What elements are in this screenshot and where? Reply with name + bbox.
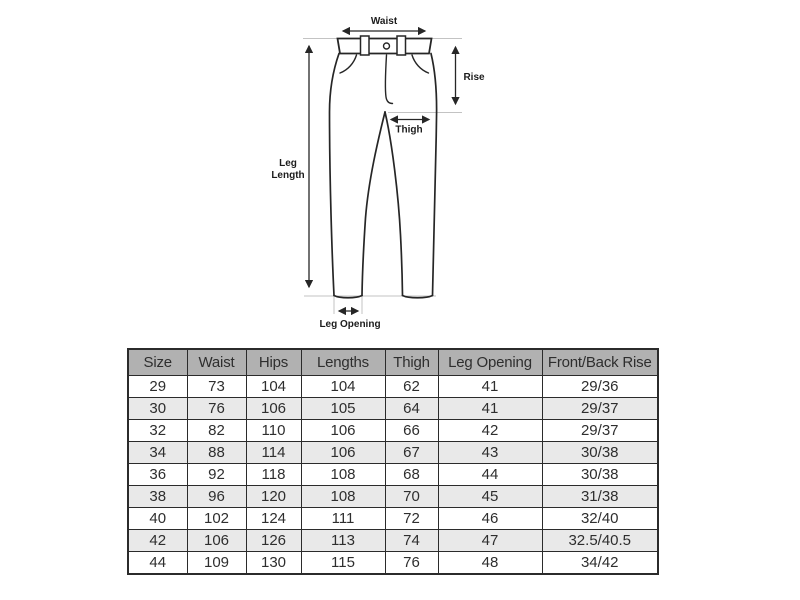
table-cell: 41 (438, 376, 542, 398)
table-cell: 70 (385, 486, 438, 508)
table-cell: 29/37 (542, 398, 658, 420)
size-table-header-row (128, 349, 658, 376)
left-outer-seam (330, 54, 340, 296)
table-cell: 76 (187, 398, 246, 420)
table-cell: 88 (187, 442, 246, 464)
table-cell: 73 (187, 376, 246, 398)
table-cell: 92 (187, 464, 246, 486)
thigh-label: Thigh (395, 124, 423, 136)
table-cell: 34 (128, 442, 187, 464)
column-header: Front/Back Rise (542, 349, 658, 376)
table-cell: 106 (301, 442, 385, 464)
table-row (128, 486, 658, 508)
table-cell: 36 (128, 464, 187, 486)
table-cell: 30/38 (542, 464, 658, 486)
table-cell: 109 (187, 552, 246, 575)
table-cell: 31/38 (542, 486, 658, 508)
column-header: Waist (187, 349, 246, 376)
table-cell: 62 (385, 376, 438, 398)
table-cell: 67 (385, 442, 438, 464)
table-cell: 113 (301, 530, 385, 552)
table-cell: 130 (246, 552, 301, 575)
table-cell: 111 (301, 508, 385, 530)
table-cell: 104 (246, 376, 301, 398)
table-cell: 45 (438, 486, 542, 508)
table-cell: 106 (187, 530, 246, 552)
extension-lines (303, 39, 462, 315)
right-pocket (412, 55, 429, 73)
table-cell: 120 (246, 486, 301, 508)
pants-measurement-diagram (255, 0, 505, 340)
table-cell: 44 (128, 552, 187, 575)
table-cell: 104 (301, 376, 385, 398)
fly-line (385, 55, 392, 104)
waist-label: Waist (370, 16, 398, 27)
table-cell: 44 (438, 464, 542, 486)
table-cell: 34/42 (542, 552, 658, 575)
column-header: Leg Opening (438, 349, 542, 376)
table-cell: 105 (301, 398, 385, 420)
table-cell: 96 (187, 486, 246, 508)
table-row (128, 508, 658, 530)
table-row (128, 552, 658, 575)
table-cell: 42 (438, 420, 542, 442)
table-cell: 30/38 (542, 442, 658, 464)
table-cell: 29/37 (542, 420, 658, 442)
table-cell: 32/40 (542, 508, 658, 530)
size-table (127, 348, 659, 575)
table-cell: 118 (246, 464, 301, 486)
table-cell: 68 (385, 464, 438, 486)
left-inner-seam (362, 112, 385, 296)
leg-length-label-line1: Leg (279, 158, 297, 169)
table-cell: 47 (438, 530, 542, 552)
table-cell: 43 (438, 442, 542, 464)
table-row (128, 464, 658, 486)
table-cell: 124 (246, 508, 301, 530)
size-table-body (128, 376, 658, 575)
table-row (128, 420, 658, 442)
column-header: Size (128, 349, 187, 376)
table-row (128, 530, 658, 552)
table-cell: 76 (385, 552, 438, 575)
table-cell: 46 (438, 508, 542, 530)
leg-length-label-line2: Length (271, 170, 305, 181)
table-cell: 108 (301, 464, 385, 486)
table-cell: 38 (128, 486, 187, 508)
table-cell: 74 (385, 530, 438, 552)
table-cell: 29/36 (542, 376, 658, 398)
table-cell: 106 (301, 420, 385, 442)
belt-loop-right (397, 36, 406, 55)
table-cell: 102 (187, 508, 246, 530)
rise-label: Rise (463, 72, 485, 83)
right-outer-seam (431, 54, 437, 296)
table-cell: 66 (385, 420, 438, 442)
table-cell: 48 (438, 552, 542, 575)
table-cell: 106 (246, 398, 301, 420)
table-cell: 29 (128, 376, 187, 398)
table-row (128, 442, 658, 464)
table-cell: 108 (301, 486, 385, 508)
column-header: Thigh (385, 349, 438, 376)
table-cell: 40 (128, 508, 187, 530)
table-cell: 114 (246, 442, 301, 464)
table-cell: 72 (385, 508, 438, 530)
table-cell: 82 (187, 420, 246, 442)
table-cell: 42 (128, 530, 187, 552)
table-cell: 41 (438, 398, 542, 420)
table-cell: 126 (246, 530, 301, 552)
left-pocket (340, 55, 357, 73)
table-cell: 110 (246, 420, 301, 442)
pants-drawing (330, 36, 437, 298)
belt-loop-left (361, 36, 370, 55)
table-cell: 64 (385, 398, 438, 420)
table-cell: 115 (301, 552, 385, 575)
right-inner-seam (385, 112, 403, 296)
table-cell: 32.5/40.5 (542, 530, 658, 552)
table-cell: 30 (128, 398, 187, 420)
column-header: Lengths (301, 349, 385, 376)
column-header: Hips (246, 349, 301, 376)
leg-opening-label: Leg Opening (319, 319, 381, 330)
waistband (338, 39, 432, 54)
table-row (128, 398, 658, 420)
table-cell: 32 (128, 420, 187, 442)
table-row (128, 376, 658, 398)
